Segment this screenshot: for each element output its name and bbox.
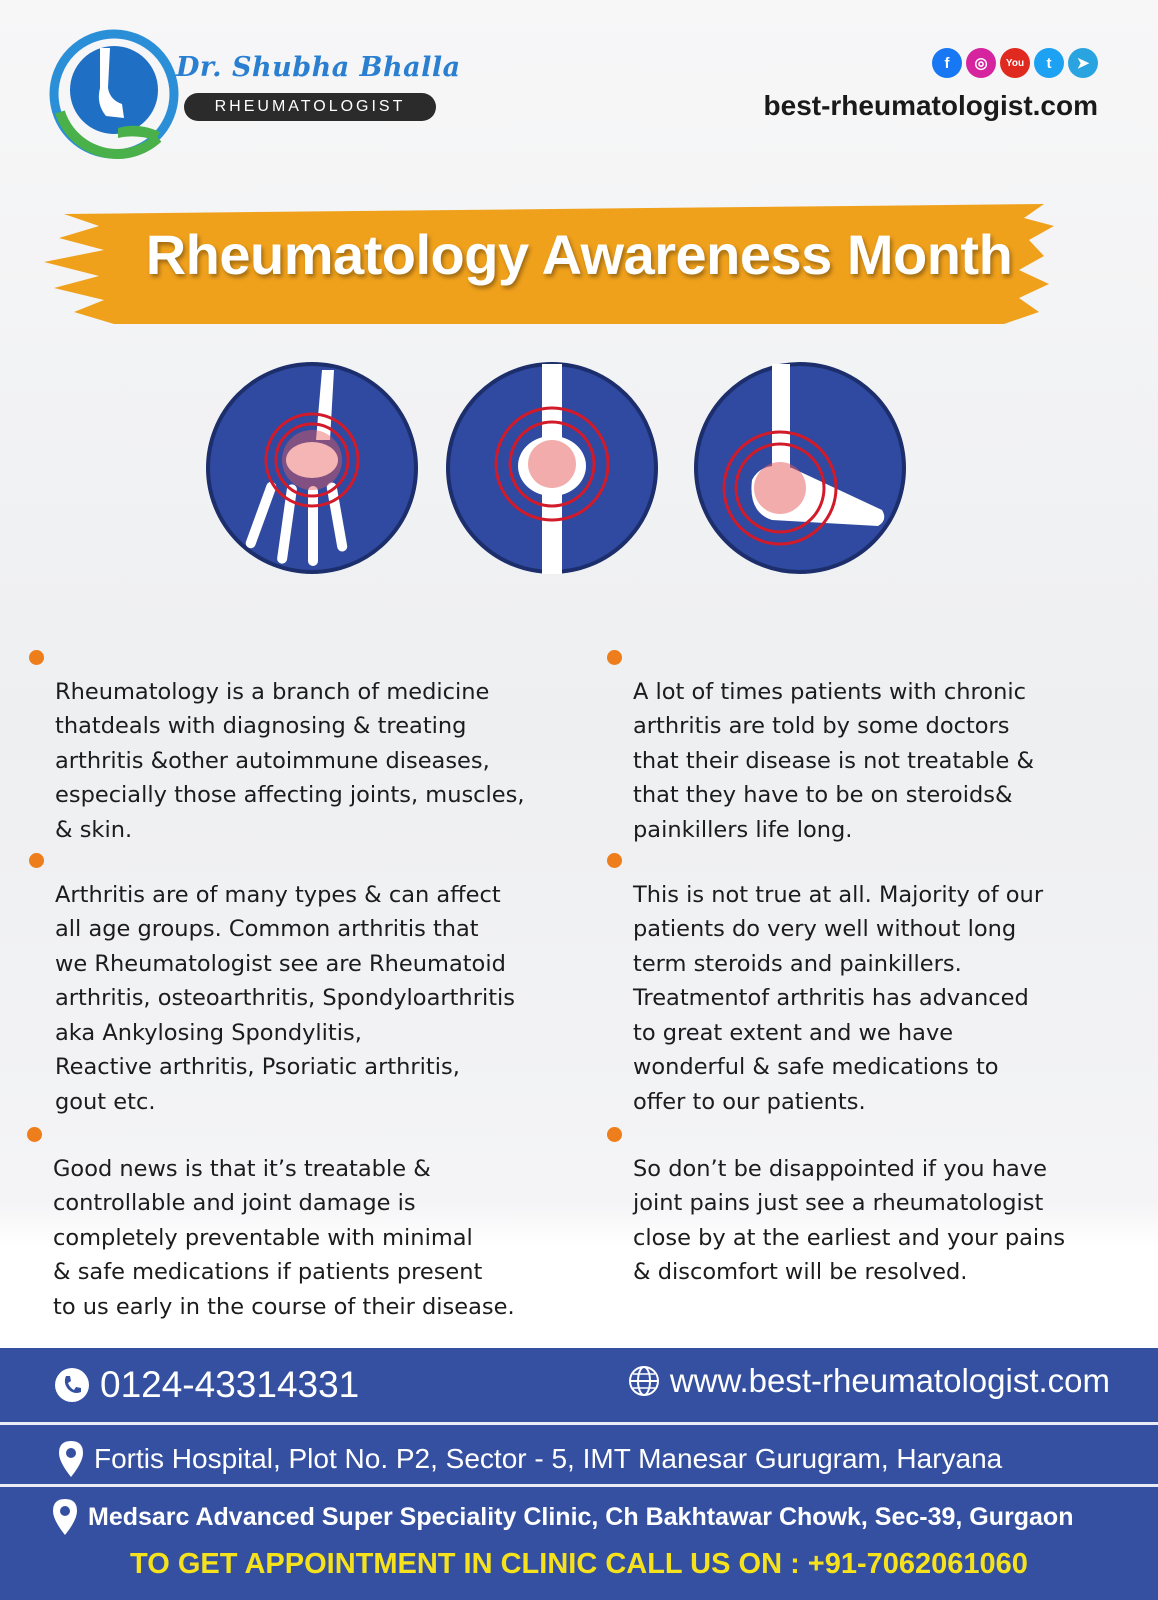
bullet-dot — [607, 1127, 622, 1142]
bullet-left-1: Rheumatology is a branch of medicine thatdeals with diagnosing & treating arthritis &other autoimmune diseases, especially those affecting joints, muscles, & skin. — [55, 640, 525, 847]
facebook-icon[interactable]: f — [932, 48, 962, 78]
instagram-icon[interactable]: ◎ — [966, 48, 996, 78]
header-website[interactable]: best-rheumatologist.com — [763, 90, 1098, 121]
bullet-left-3: Good news is that it’s treatable & controllable and joint damage is completely preventable with minimal & safe medications if patients present to us early in the course of their disease. — [53, 1117, 515, 1324]
address-medsarc — [52, 1498, 1073, 1536]
address-fortis — [58, 1440, 1002, 1478]
banner-title: Rheumatology Awareness Month — [145, 223, 1013, 286]
youtube-icon[interactable]: You — [1000, 48, 1030, 78]
location-pin-icon — [52, 1498, 78, 1536]
appointment-cta[interactable]: TO GET APPOINTMENT IN CLINIC CALL US ON : +91-7062061060 — [130, 1548, 1028, 1580]
location-pin-icon — [58, 1440, 84, 1478]
clinic-logo — [48, 28, 180, 160]
bullet-dot — [29, 853, 44, 868]
telegram-icon[interactable]: ➤ — [1068, 48, 1098, 78]
bullet-right-3: So don’t be disappointed if you have joint pains just see a rheumatologist close by at the earliest and your pains & discomfort will be resolved. — [633, 1117, 1065, 1290]
phone-contact[interactable] — [54, 1364, 359, 1406]
footer-website: www.best-rheumatologist.com — [669, 1362, 1110, 1399]
doctor-name: Dr. Shubha Bhalla — [176, 52, 461, 83]
social-links — [932, 48, 1098, 78]
bullet-right-2: This is not true at all. Majority of our patients do very well without long term steroids and painkillers. Treatmentof arthritis has advanced to great extent and we have wonderful & safe medications to offer to our patients. — [633, 843, 1043, 1119]
ankle-joint-illustration — [692, 360, 908, 576]
knee-joint-illustration — [444, 360, 660, 576]
twitter-icon[interactable]: t — [1034, 48, 1064, 78]
doctor-role: RHEUMATOLOGIST — [184, 93, 436, 121]
bullet-left-2: Arthritis are of many types & can affect all age groups. Common arthritis that we Rheumatologist see are Rheumatoid arthritis, osteoarthritis, Spondyloarthritis aka Ankylosing Spondylitis, Reactive arthritis, Psoriatic arthritis, gout etc. — [55, 843, 515, 1119]
bullet-dot — [607, 853, 622, 868]
bullet-dot — [29, 650, 44, 665]
phone-number: 0124-43314331 — [100, 1364, 360, 1405]
hand-joint-illustration — [204, 360, 420, 576]
bullet-dot — [27, 1127, 42, 1142]
website-contact[interactable] — [628, 1362, 1110, 1400]
phone-icon — [54, 1367, 90, 1403]
address-line-1: Fortis Hospital, Plot No. P2, Sector - 5, IMT Manesar Gurugram, Haryana — [94, 1443, 1003, 1474]
footer-divider — [0, 1484, 1158, 1487]
bullet-right-1: A lot of times patients with chronic arthritis are told by some doctors that their disease is not treatable & that they have to be on steroids& painkillers life long. — [633, 640, 1034, 847]
address-line-2: Medsarc Advanced Super Speciality Clinic, Ch Bakhtawar Chowk, Sec-39, Gurgaon — [88, 1502, 1074, 1531]
globe-icon — [628, 1365, 660, 1397]
bullet-dot — [607, 650, 622, 665]
footer-divider — [0, 1422, 1158, 1425]
